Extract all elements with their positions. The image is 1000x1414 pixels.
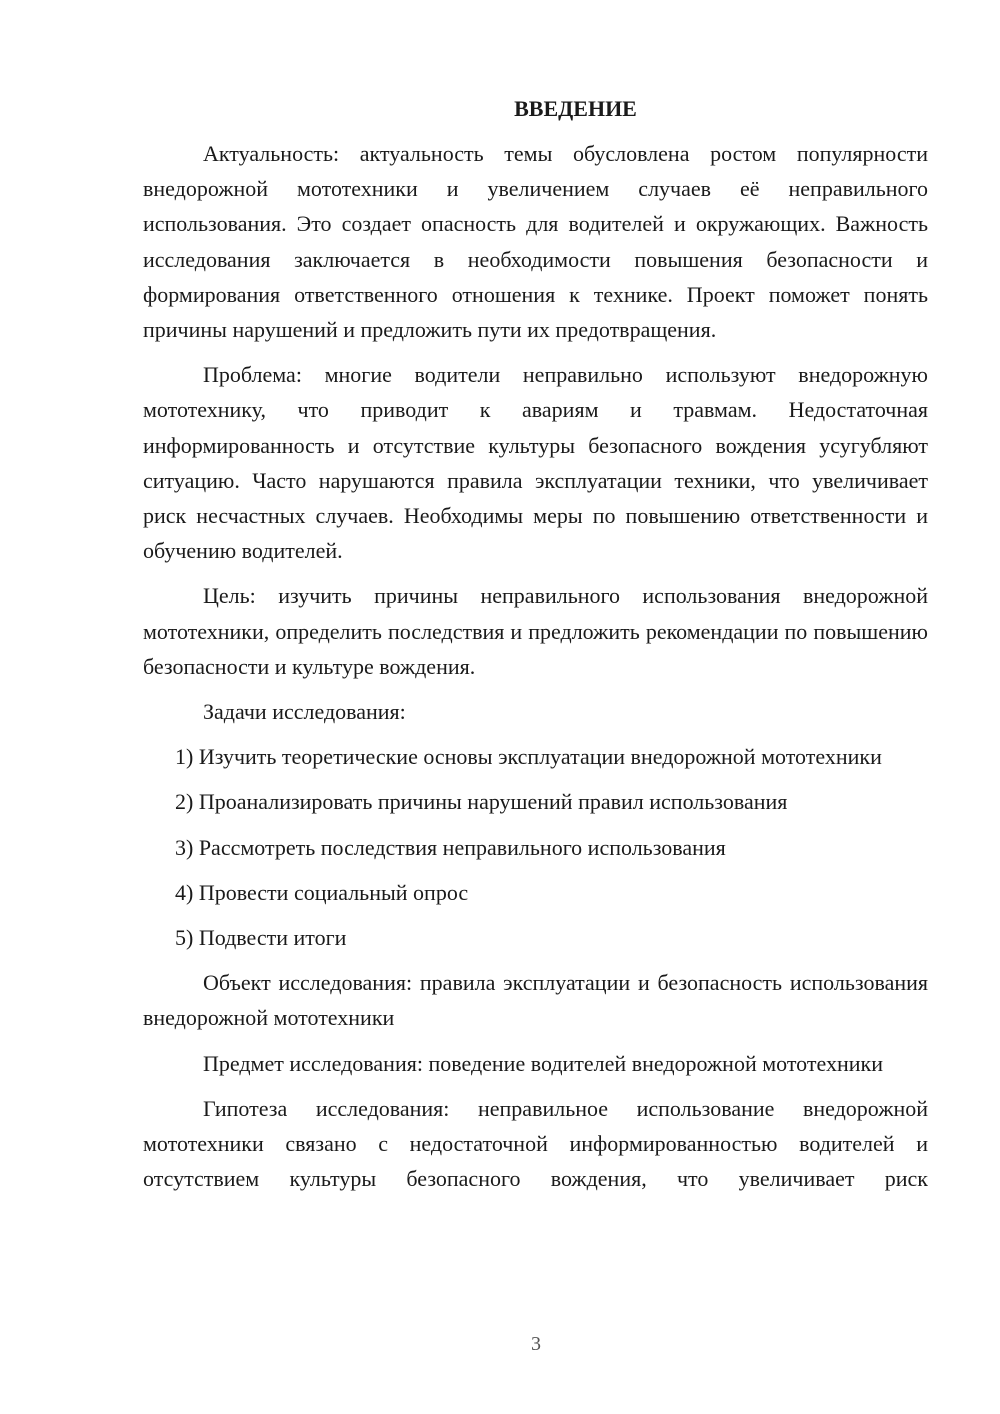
paragraph-tasks-heading: Задачи исследования: (203, 699, 406, 725)
section-title: ВВЕДЕНИЕ (514, 96, 637, 121)
task-item-2: 2) Проанализировать причины нарушений правил использования (175, 789, 788, 815)
task-item-4: 4) Провести социальный опрос (175, 879, 469, 905)
paragraph-hypothesis: Гипотеза исследования: неправильное использование внедорожной мототехники связано с недостаточной информированностью водителей и отсутствием культуры безопасного вождения, что увеличивает риск (143, 1095, 928, 1192)
paragraph-subject: Предмет исследования: поведение водителей внедорожной мототехники (203, 1050, 883, 1076)
task-item-3: 3) Рассмотреть последствия неправильного использования (175, 834, 726, 860)
paragraph-relevance: Актуальность: актуальность темы обусловлена ростом популярности внедорожной мототехники и увеличением случаев её неправильного использования. Это создает опасность для водителей и окружающих. Важность исследования заключается в необходимости повышения безопасности и формирования ответственного отношения к технике. Проект поможет понять причины нарушений и предложить пути их предотвращения. (143, 141, 928, 343)
paragraph-problem: Проблема: многие водители неправильно используют внедорожную мототехнику, что приводит к авариям и травмам. Недостаточная информированность и отсутствие культуры безопасного вождения усугубляют ситуацию. Часто нарушаются правила эксплуатации техники, что увеличивает риск несчастных случаев. Необходимы меры по повышению ответственности и обучению водителей. (143, 362, 928, 564)
paragraph-goal: Цель: изучить причины неправильного использования внедорожной мототехники, определить последствия и предложить рекомендации по повышению безопасности и культуре вождения. (143, 583, 928, 679)
paragraph-object: Объект исследования: правила эксплуатации и безопасность использования внедорожной мототехники (143, 970, 928, 1031)
task-item-5: 5) Подвести итоги (175, 925, 347, 951)
page-number: 3 (531, 1333, 541, 1355)
task-item-1: 1) Изучить теоретические основы эксплуатации внедорожной мототехники (175, 744, 882, 770)
document-body (143, 90, 928, 1206)
